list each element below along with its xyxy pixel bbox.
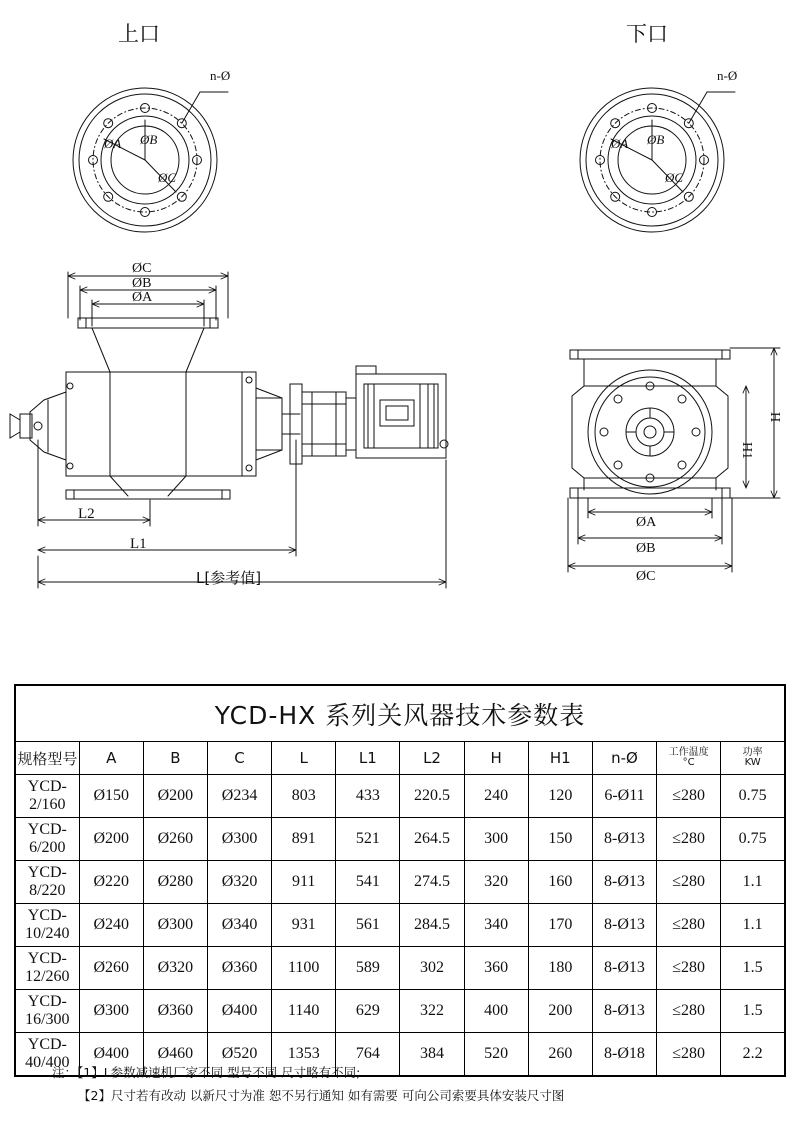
cell-h1: 170 bbox=[528, 904, 592, 947]
note-line-1: 注：【1】L参数减速机厂家不同 型号不同 尺寸略有不同; bbox=[52, 1065, 361, 1080]
col-header-power bbox=[721, 742, 785, 775]
cell-c: Ø320 bbox=[207, 861, 271, 904]
cell-model: YCD-2/160 bbox=[15, 775, 79, 818]
cell-b: Ø460 bbox=[143, 1033, 207, 1077]
cell-power: 0.75 bbox=[721, 818, 785, 861]
cell-power: 1.5 bbox=[721, 990, 785, 1033]
cell-l1: 521 bbox=[336, 818, 400, 861]
col-header-l2: L2 bbox=[400, 742, 464, 775]
cell-b: Ø200 bbox=[143, 775, 207, 818]
cell-l2: 322 bbox=[400, 990, 464, 1033]
cell-l1: 629 bbox=[336, 990, 400, 1033]
cell-l1: 561 bbox=[336, 904, 400, 947]
front-view-dia-a-dim: ØA bbox=[132, 290, 153, 305]
note-line-2: 【2】尺寸若有改动 以新尺寸为准 恕不另行通知 如有需要 可向公司索要具体安装尺寸图 bbox=[78, 1087, 565, 1103]
cell-c: Ø400 bbox=[207, 990, 271, 1033]
cell-model: YCD-16/300 bbox=[15, 990, 79, 1033]
col-header-c: C bbox=[207, 742, 271, 775]
cell-model: YCD-40/400 bbox=[15, 1033, 79, 1077]
spec-table-container bbox=[14, 684, 786, 1077]
top-view-dia-b-label: ØB bbox=[140, 132, 158, 147]
cell-temperature: ≤280 bbox=[657, 904, 721, 947]
cell-temperature: ≤280 bbox=[657, 818, 721, 861]
cell-l2: 264.5 bbox=[400, 818, 464, 861]
col-header-n-hole: n-Ø bbox=[592, 742, 656, 775]
cell-l2: 302 bbox=[400, 947, 464, 990]
col-header-temp-line1: 工作温度 bbox=[668, 746, 709, 758]
cell-l: 891 bbox=[272, 818, 336, 861]
cell-power: 1.5 bbox=[721, 947, 785, 990]
cell-temperature: ≤280 bbox=[657, 990, 721, 1033]
cell-a: Ø150 bbox=[79, 775, 143, 818]
col-header-model: 规格型号 bbox=[15, 742, 79, 775]
cell-a: Ø200 bbox=[79, 818, 143, 861]
cell-model: YCD-8/220 bbox=[15, 861, 79, 904]
notes-block bbox=[52, 1062, 564, 1107]
cell-l: 803 bbox=[272, 775, 336, 818]
table-title-row bbox=[15, 685, 785, 742]
side-view-h1-dim: H1 bbox=[739, 442, 754, 460]
cell-b: Ø260 bbox=[143, 818, 207, 861]
cell-l: 911 bbox=[272, 861, 336, 904]
cell-h1: 160 bbox=[528, 861, 592, 904]
col-header-power-line1: 功率 bbox=[742, 746, 763, 758]
top-view-dia-c-label: ØC bbox=[158, 170, 177, 185]
cell-model: YCD-6/200 bbox=[15, 818, 79, 861]
col-header-temp-line2: °C bbox=[682, 757, 695, 768]
cell-h: 300 bbox=[464, 818, 528, 861]
cell-n-hole: 8-Ø13 bbox=[592, 861, 656, 904]
cell-a: Ø260 bbox=[79, 947, 143, 990]
cell-l2: 284.5 bbox=[400, 904, 464, 947]
cell-a: Ø220 bbox=[79, 861, 143, 904]
cell-h1: 120 bbox=[528, 775, 592, 818]
bottom-outlet-view-label: 下口 bbox=[626, 22, 668, 46]
cell-temperature: ≤280 bbox=[657, 775, 721, 818]
front-view-l1-dim: L1 bbox=[130, 536, 147, 552]
cell-l1: 541 bbox=[336, 861, 400, 904]
front-view-dia-c-dim: ØC bbox=[132, 261, 152, 276]
bottom-view-dia-c-label: ØC bbox=[665, 170, 684, 185]
cell-h: 520 bbox=[464, 1033, 528, 1077]
col-header-l1: L1 bbox=[336, 742, 400, 775]
cell-c: Ø234 bbox=[207, 775, 271, 818]
table-row bbox=[15, 990, 785, 1033]
bottom-outlet-flange-view bbox=[580, 88, 735, 232]
col-header-power-line2: KW bbox=[744, 757, 761, 768]
top-view-dia-a-label: ØA bbox=[104, 136, 122, 151]
cell-n-hole: 8-Ø13 bbox=[592, 818, 656, 861]
side-view-h-dim: H bbox=[767, 412, 782, 423]
top-inlet-flange-view bbox=[73, 88, 228, 232]
front-view-dia-b-dim: ØB bbox=[132, 276, 152, 291]
front-elevation-view bbox=[10, 272, 448, 588]
front-view-l2-dim: L2 bbox=[78, 506, 95, 522]
spec-table bbox=[14, 684, 786, 1077]
cell-l1: 764 bbox=[336, 1033, 400, 1077]
side-view-dia-a-dim: ØA bbox=[636, 515, 657, 530]
cell-l: 931 bbox=[272, 904, 336, 947]
cell-power: 1.1 bbox=[721, 904, 785, 947]
bottom-view-dia-a-label: ØA bbox=[611, 136, 629, 151]
cell-c: Ø520 bbox=[207, 1033, 271, 1077]
side-elevation-view bbox=[568, 348, 780, 572]
cell-a: Ø240 bbox=[79, 904, 143, 947]
cell-power: 0.75 bbox=[721, 775, 785, 818]
cell-power: 1.1 bbox=[721, 861, 785, 904]
cell-h: 360 bbox=[464, 947, 528, 990]
cell-a: Ø400 bbox=[79, 1033, 143, 1077]
cell-n-hole: 8-Ø13 bbox=[592, 990, 656, 1033]
col-header-a: A bbox=[79, 742, 143, 775]
table-row bbox=[15, 861, 785, 904]
cell-l: 1353 bbox=[272, 1033, 336, 1077]
col-header-h1: H1 bbox=[528, 742, 592, 775]
table-row bbox=[15, 818, 785, 861]
cell-l2: 384 bbox=[400, 1033, 464, 1077]
col-header-b: B bbox=[143, 742, 207, 775]
front-view-l-dim: L[参考值] bbox=[196, 569, 262, 587]
cell-n-hole: 8-Ø13 bbox=[592, 947, 656, 990]
table-title: YCD-HX 系列关风器技术参数表 bbox=[15, 685, 785, 742]
cell-h1: 260 bbox=[528, 1033, 592, 1077]
top-view-n-hole-label: n-Ø bbox=[210, 68, 231, 83]
table-body bbox=[15, 775, 785, 1077]
cell-l: 1140 bbox=[272, 990, 336, 1033]
table-header-row bbox=[15, 742, 785, 775]
cell-a: Ø300 bbox=[79, 990, 143, 1033]
side-view-dia-c-dim: ØC bbox=[636, 569, 656, 584]
cell-n-hole: 6-Ø11 bbox=[592, 775, 656, 818]
cell-l2: 220.5 bbox=[400, 775, 464, 818]
bottom-view-dia-b-label: ØB bbox=[647, 132, 665, 147]
table-row bbox=[15, 775, 785, 818]
cell-b: Ø360 bbox=[143, 990, 207, 1033]
cell-b: Ø320 bbox=[143, 947, 207, 990]
cell-b: Ø300 bbox=[143, 904, 207, 947]
cell-l1: 433 bbox=[336, 775, 400, 818]
col-header-h: H bbox=[464, 742, 528, 775]
table-row bbox=[15, 947, 785, 990]
cell-h: 340 bbox=[464, 904, 528, 947]
cell-b: Ø280 bbox=[143, 861, 207, 904]
top-inlet-view-label: 上口 bbox=[118, 22, 160, 46]
cell-power: 2.2 bbox=[721, 1033, 785, 1077]
cell-l: 1100 bbox=[272, 947, 336, 990]
cell-c: Ø360 bbox=[207, 947, 271, 990]
cell-h: 240 bbox=[464, 775, 528, 818]
col-header-l: L bbox=[272, 742, 336, 775]
cell-h: 320 bbox=[464, 861, 528, 904]
cell-temperature: ≤280 bbox=[657, 947, 721, 990]
bottom-view-n-hole-label: n-Ø bbox=[717, 68, 738, 83]
cell-h1: 200 bbox=[528, 990, 592, 1033]
cell-h1: 180 bbox=[528, 947, 592, 990]
cell-h: 400 bbox=[464, 990, 528, 1033]
cell-temperature: ≤280 bbox=[657, 861, 721, 904]
cell-n-hole: 8-Ø18 bbox=[592, 1033, 656, 1077]
cell-model: YCD-12/260 bbox=[15, 947, 79, 990]
col-header-working-temperature bbox=[657, 742, 721, 775]
cell-l2: 274.5 bbox=[400, 861, 464, 904]
cell-l1: 589 bbox=[336, 947, 400, 990]
cell-c: Ø340 bbox=[207, 904, 271, 947]
cell-temperature: ≤280 bbox=[657, 1033, 721, 1077]
cell-h1: 150 bbox=[528, 818, 592, 861]
cell-n-hole: 8-Ø13 bbox=[592, 904, 656, 947]
cell-c: Ø300 bbox=[207, 818, 271, 861]
side-view-dia-b-dim: ØB bbox=[636, 541, 656, 556]
cell-model: YCD-10/240 bbox=[15, 904, 79, 947]
table-row bbox=[15, 904, 785, 947]
